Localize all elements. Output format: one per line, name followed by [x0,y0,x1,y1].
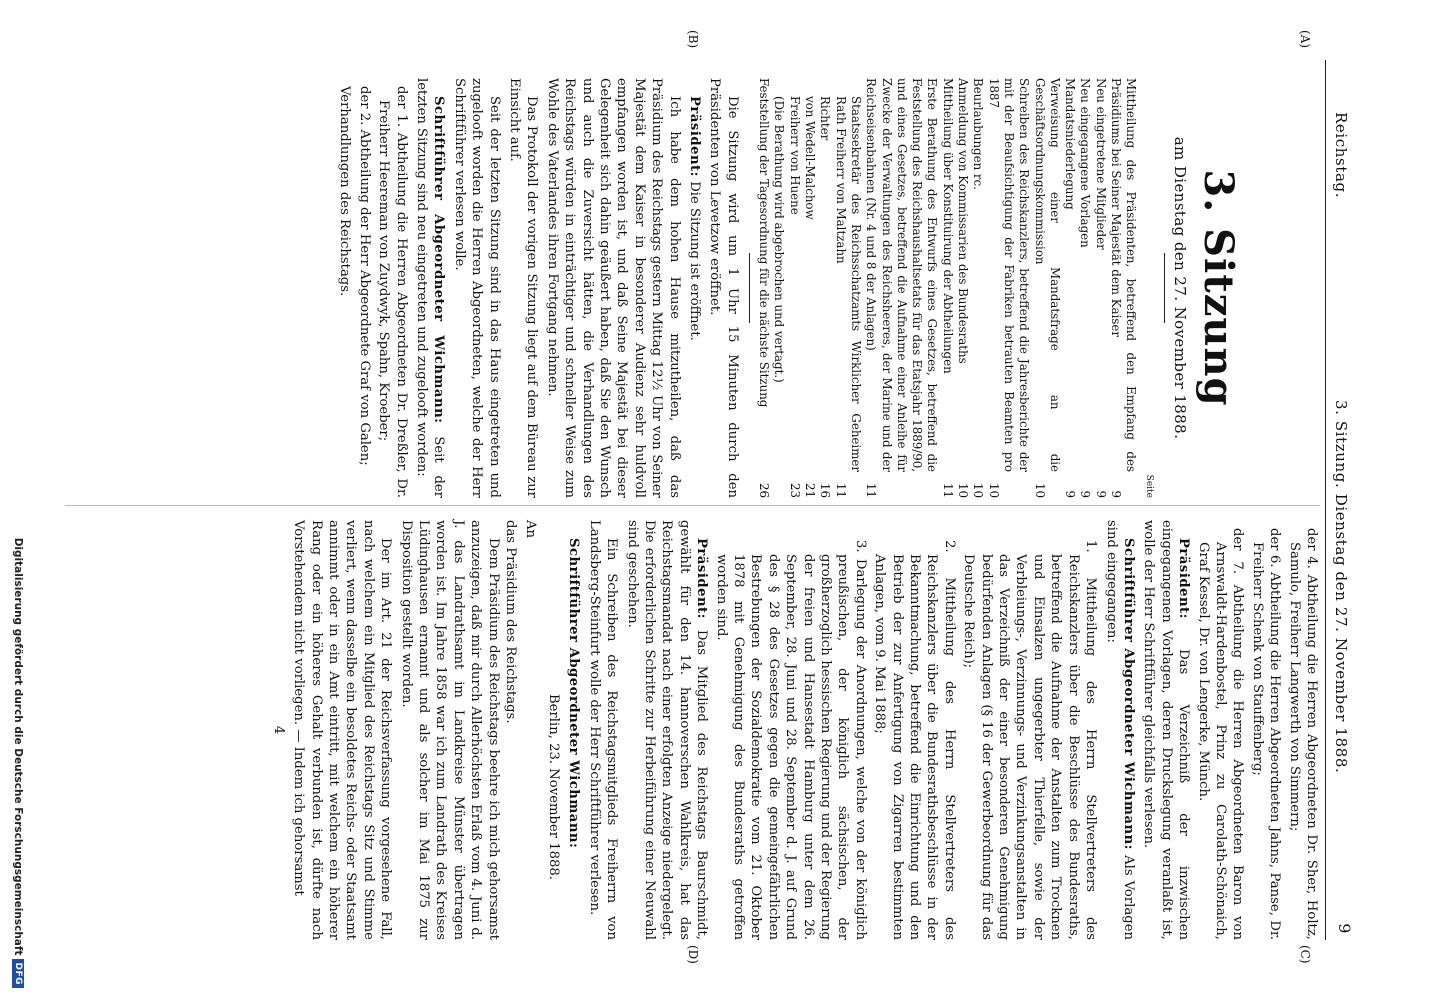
toc-entry-text: Mandatsniederlegung [1063,78,1078,210]
column-divider [65,505,1320,506]
list-item: der 6. Abtheilung die Herren Abgeordneten Jahns, Panse, Dr. Freiherr Schenk von Stauffenberg; [1249,528,1283,940]
list-item: Verhandlungen des Reichstags. [337,86,353,297]
toc-entry-page: 10 [971,482,986,498]
toc-row [1031,78,1062,498]
toc-rows [756,78,1138,498]
toc-entry-page: 23 [787,482,802,498]
list-item: 3. Darlegung der Anordnungen, welche von der königlich preußischen, der königlich sächsischen, der großherzoglich hessischen Regierung und der Regierung der freien und Hansestadt Hamburg unter dem 26. September, 28. Juni und 28. September d. J. auf Grund des § 28 des Gesetzes gegen die gemeingefährlichen Bestrebungen der Sozialdemokratie vom 21. Oktober 1878 mit Genehmigung des Bundesraths getroffen worden sind. [713,540,868,940]
president-paragraph-7: Ein Schreiben des Reichstagsmitglieds Freiherrn von Landsberg-Steinfurt wolle der Herr Schriftführer verlesen. [586,520,620,940]
toc-entry-text: Beurlaubungen rc. [971,78,986,190]
toc-entry-text: Neu eingegangene Vorlagen [1078,78,1093,248]
speaker-label: Schriftführer Abgeordneter Wichmann: [1120,538,1136,851]
running-head-center: 3. Sitzung. Dienstag den 27. November 1888. [1332,400,1350,774]
paragraph-text: Das Verzeichniß der inzwischen eingegangenen Vorlagen, deren Druckslegung veranlaßt ist, wolle der Herr Schriftführer gleichfalls verlesen. [1141,520,1192,940]
left-column [60,78,1320,498]
header-rule [1325,60,1326,940]
paragraph-text: Das Mitglied des Reichstags Baurschmidt, gewählt für den 14. hannoverschen Wahlkreis, hat das Reichstagsmandat nach einer erfolgten Anzeige niedergelegt. Die erforderlichen Schritte zur Herbeiführung einer Neuwahl sind geschehen. [624,520,710,940]
toc-row [1092,78,1107,498]
toc-entry-page: 11 [940,482,955,498]
margin-mark-a: (A) [1298,30,1312,49]
toc-entry-text: Schreiben des Reichskanzlers, betreffend die Jahresberichte der mit der Beaufsichtigung der Fabriken betrauten Beamten pro 1887 [986,78,1032,472]
funding-note: Digitalisierung gefördert durch die Deutsche Forschungsgemeinschaft [12,537,25,956]
secretary-paragraph-2 [1102,520,1137,940]
toc-entry-text: Freiherr von Huene [787,96,802,215]
speaker-label: Schriftführer Abgeordneter Wichmann: [431,96,447,424]
toc-entry-text: Neu eingetretene Mitglieder [1093,78,1108,250]
list-item: der 1. Abtheilung die Herren Abgeordneten Dr. Dreßler, Dr. Freiherr Heereman von Zuydwyk, Spahn, Kroeber; [376,86,409,498]
right-column [60,520,1320,940]
president-paragraph-2: Ich habe dem hohen Hause mitzutheilen, daß das Präsidium des Reichstags gestern Mittag 12½ Uhr von Seiner Majestät dem Kaiser in besonderer Audienz sehr huldvoll empfangen worden ist, und daß Seine Majestät bei dieser Gelegenheit sich dahin geäußert haben, daß Sie den Wunsch und auch die Zuversicht hätten, die Verhandlungen des Reichstags würden in einträchtiger und schneller Weise zum Wohle des Vaterlandes ihren Fortgang nehmen. [544,78,682,498]
toc-entry-text: Verweisung einer Mandatsfrage an die Geschäftsordnungskommission [1032,78,1062,472]
margin-mark-b: (B) [686,30,700,49]
toc-entry-text: Anmeldung von Kommissarien des Bundesraths [956,78,971,364]
paragraph-text: Die Sitzung ist eröffnet. [687,181,703,341]
toc-entry-page: 10 [986,482,1001,498]
letter-dateline: Berlin, 23. November 1888. [545,693,561,880]
president-paragraph-5 [1140,520,1192,940]
title-rule [1164,253,1165,323]
president-paragraph-3: Das Protokoll der vorigen Sitzung liegt auf dem Büreau zur Einsicht auf. [507,78,540,498]
secretary-paragraph-3 [565,520,582,940]
page-number: 9 [1335,923,1354,934]
toc-entry-text: Erste Berathung des Entwurfs eines Gesetzes, betreffend die Feststellung des Reichshaushaltsetats für das Etatsjahr 1889/90, und eines Gesetzes, betreffend die Aufnahme einer Anleihe für Zwecke der Verwaltungen des Reichsheeres, der Marine und der Reichseisenbahnen (Nr. 4 und 8 der Anlagen) [864,78,940,472]
letter-address: das Präsidium des Reichstags. [503,520,519,724]
speaker-label: Präsident: [1176,538,1192,620]
toc-entry-text: (Die Berathung wird abgebrochen und vertagt.) [772,96,787,383]
list-item: der 7. Abtheilung die Herren Abgeordneten Baron von Arnswaldt-Hardenbostel, Prinz zu Carolath-Schönaich, Graf Kessel, Dr. von Lengerke, Münch. [1195,528,1246,940]
funding-footer [0,0,37,1000]
secretary-paragraph [413,78,448,498]
letter-paragraph-1: Dem Präsidium des Reichstags beehre ich mich gehorsamst anzuzeigen, daß mir durch Allerhöchsten Erlaß vom 4. Juni d. J. das Landrathsamt im Landkreise Münster übertragen worden ist. Im Jahre 1858 war ich zum Landrath des Kreises Lüdinghausen ernannt und als solcher im Mai 1875 zur Disposition gestellt worden. [398,520,501,940]
toc-entry-page: 9 [1063,490,1078,498]
list-item: 1. Mittheilung des Herrn Stellvertreters des Reichskanzlers über die Beschlüsse des Bundesraths, betreffend die Aufnahme der Anstalten zum Trocknen und Einsalzen ungegerbter Thierfelle, sowie der Verbleiungs-, Verzinnungs- und Verzinkungsanstalten in das Verzeichniß der einer besonderen Genehmigung bedürfenden Anlagen (§ 16 der Gewerbeordnung für das Deutsche Reich); [961,540,1099,940]
president-paragraph-4: Seit der letzten Sitzung sind in das Haus eingetreten und zugelooft worden die Herren Abgeordneten, welche der Herr Schriftführer verlesen wolle. [451,78,502,498]
toc-row [802,78,817,498]
toc-entry-text: Richter [818,96,833,141]
toc-entry-page: 11 [833,482,848,498]
toc-row [832,78,863,498]
speaker-label: Schriftführer Abgeordneter Wichmann: [566,538,582,849]
president-paragraph-6 [623,520,710,940]
toc-entry-page: 10 [1032,482,1047,498]
opening-line: Die Sitzung wird um 1 Uhr 15 Minuten durch den Präsidenten von Levetzow eröffnet. [707,78,740,498]
toc-row [756,78,771,498]
toc-row [1062,78,1077,498]
list-item: der 4. Abtheilung die Herren Abgeordneten Dr. Sher, Holtz, Samulo, Freiherr Langwerth von Simmern; [1286,528,1319,940]
toc-entry-page: 9 [1109,490,1123,498]
toc-row [771,78,786,498]
toc-entry-page: 16 [818,482,833,498]
signature-number: 4 [270,725,286,735]
toc-row [786,78,801,498]
dfg-logo: DFG [13,959,25,988]
member-list-left [336,78,410,498]
toc-row [1077,78,1092,498]
toc-entry-page: 11 [864,482,879,498]
toc-row [863,78,939,498]
member-list-right [1194,520,1320,940]
toc-entry-text: Staatssekretär des Reichsschatzamts Wirklicher Geheimer Rath Freiherr von Maltzahn [833,96,863,472]
letter-paragraph-2: Der im Art. 21 der Reichsverfassung vorgesehene Fall, nach welchem ein Mitglied des Reichstags Sitz und Stimme verliert, wenn dasselbe ein besoldetes Reichs- oder Staatsamt annimmt oder in ein Amt eintritt, mit welchem ein höherer Rang oder ein höheres Gehalt verbunden ist, dürfte nach Vorstehendem nicht vorliegen. — Indem ich gehorsamst [291,520,394,940]
toc-column-head: Seite [1143,474,1154,498]
running-head-left: Reichstag. [1332,112,1350,199]
submission-list [712,520,1099,940]
session-date: am Dienstag den 27. November 1888. [1171,136,1189,440]
speaker-label: Präsident: [687,96,703,178]
letter-address-to: An [522,520,538,539]
toc-row [985,78,1031,498]
toc-entry-text: von Wedell-Malchow [803,96,818,220]
toc-entry-page: 9 [1078,490,1093,498]
toc-row [939,78,954,498]
margin-mark-d: (D) [686,945,700,964]
toc-entry-text: Mittheilung über Konstituirung der Abtheilungen [940,78,955,374]
toc-entry-page: 26 [757,482,772,498]
toc-row [817,78,832,498]
toc-row [955,78,970,498]
toc-rule [749,253,750,323]
paragraph-text: Seit der letzten Sitzung sind neu eingetreten und zugelooft worden: [413,78,447,498]
toc-entry-text: Feststellung der Tagesordnung für die nächste Sitzung [757,78,772,408]
list-item: der 2. Abtheilung der Herr Abgeordnete Graf von Galen; [356,86,372,466]
table-of-contents [756,78,1156,498]
toc-entry-page: 9 [1093,490,1108,498]
toc-row [1108,78,1139,498]
toc-entry-page: 21 [803,482,818,498]
session-title: 3. Sitzung [1195,169,1242,407]
margin-mark-c: (C) [1298,945,1312,964]
speaker-label: Präsident: [694,538,710,620]
paragraph-text: Als Vorlagen sind eingegangen: [1103,520,1136,940]
president-paragraph-1 [686,78,703,498]
list-item: 2. Mittheilung des Herrn Stellvertreters des Reichskanzlers über die Bundesrathsbeschlüsse in der Bekanntmachung, betreffend die Einrichtung und den Betrieb der zur Anfertigung von Zigarren bestimmten Anlagen, vom 9. Mai 1888; [872,540,957,940]
toc-entry-text: Mittheilung des Präsidenten, betreffend den Empfang des Präsidiums bei Seiner Majestät dem Kaiser [1109,78,1139,472]
toc-entry-page: 10 [956,482,971,498]
running-head [1328,60,1354,940]
toc-row [970,78,985,498]
